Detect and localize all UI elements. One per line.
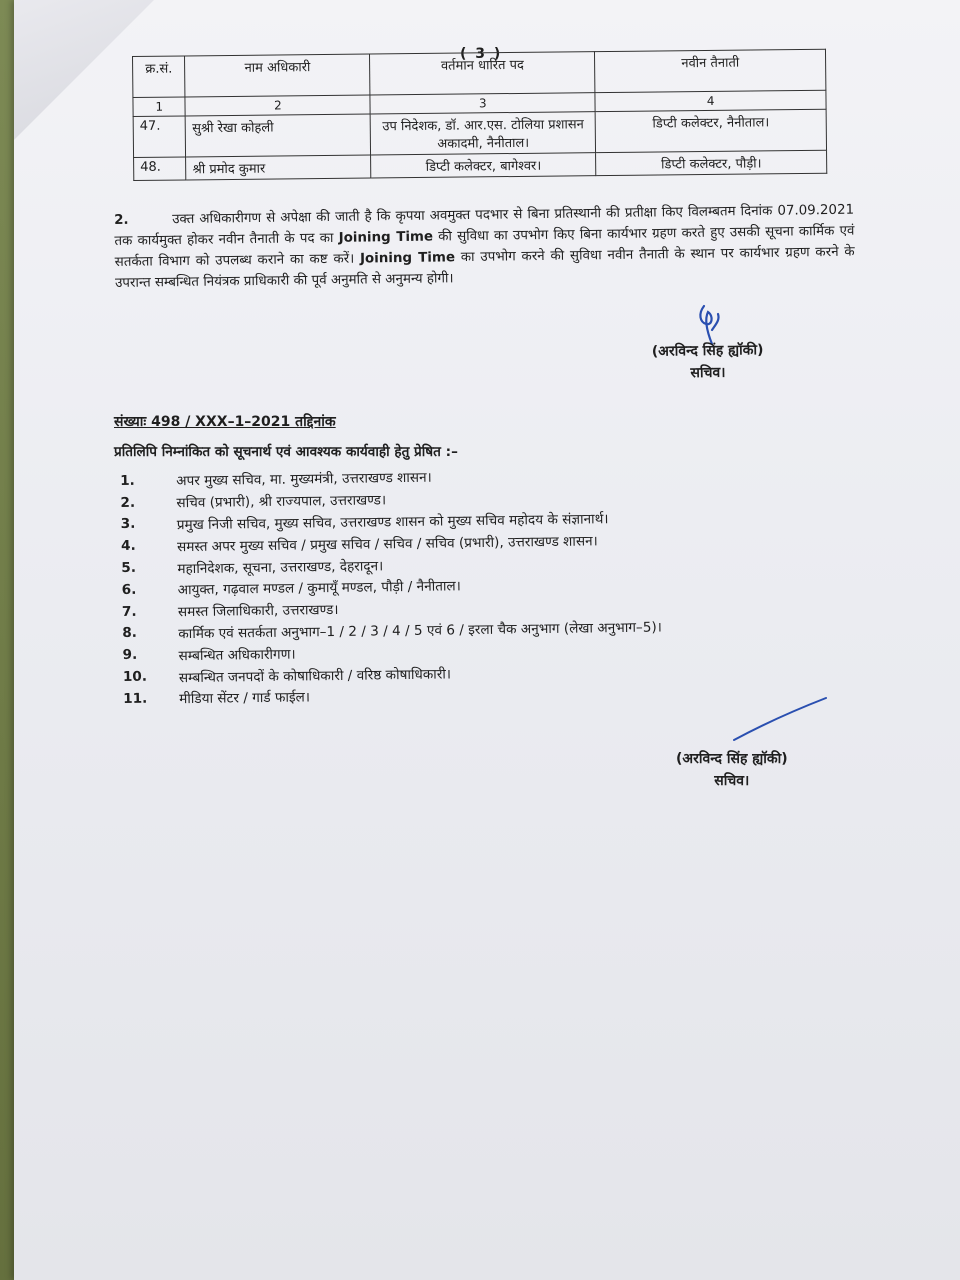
- joining-time-term: Joining Time: [338, 229, 434, 246]
- row-serial: 47.: [133, 116, 186, 158]
- row-current-post: डिप्टी कलेक्टर, बागेश्वर।: [371, 153, 596, 178]
- list-item-text: समस्त जिलाधिकारी, उत्तराखण्ड।: [177, 602, 339, 621]
- list-item-text: सम्बन्धित अधिकारीगण।: [178, 646, 296, 664]
- list-item-text: समस्त अपर मुख्य सचिव / प्रमुख सचिव / सचिव / सचिव (प्रभारी), उत्तराखण्ड शासन।: [176, 533, 598, 555]
- copy-list: [120, 460, 843, 710]
- list-item-text: मीडिया सेंटर / गार्ड फाईल।: [179, 689, 311, 708]
- signature-stroke: [730, 696, 830, 746]
- postings-table: [132, 49, 827, 181]
- table-header-row: [133, 49, 826, 97]
- row-officer-name: सुश्री रेखा कोहली: [186, 114, 371, 157]
- column-number: 1: [133, 97, 186, 117]
- signatory-designation: सचिव।: [714, 773, 750, 789]
- row-serial: 48.: [134, 157, 187, 181]
- paragraph-number: 2.: [114, 212, 129, 228]
- header-serial: क्र.सं.: [133, 56, 186, 98]
- header-new-posting: नवीन तैनाती: [595, 49, 826, 92]
- list-item-text: सचिव (प्रभारी), श्री राज्यपाल, उत्तराखण्ड।: [176, 492, 387, 512]
- row-current-post: उप निदेशक, डॉ. आर.एस. टोलिया प्रशासन अकादमी, नैनीताल।: [370, 112, 595, 155]
- list-item-number: 2.: [120, 494, 136, 511]
- reference-number: संख्याः 498 / XXX–1–2021 तद्दिनांक: [114, 414, 336, 430]
- copy-heading: प्रतिलिपि निम्नांकित को सूचनार्थ एवं आवश्यक कार्यवाही हेतु प्रेषित :–: [114, 444, 458, 460]
- list-item-number: 11.: [123, 690, 148, 707]
- list-item-text: आयुक्त, गढ़वाल मण्डल / कुमायूँ मण्डल, पौड़ी / नैनीताल।: [177, 578, 461, 599]
- list-item-number: 3.: [120, 516, 136, 533]
- signatory-name: (अरविन्द सिंह ह्यॉकी): [651, 342, 764, 360]
- row-new-posting: डिप्टी कलेक्टर, पौड़ी।: [596, 150, 827, 175]
- list-item-number: 10.: [122, 668, 148, 686]
- row-new-posting: डिप्टी कलेक्टर, नैनीताल।: [595, 109, 826, 152]
- list-item-number: 4.: [120, 538, 136, 555]
- list-item-text: सम्बन्धित जनपदों के कोषाधिकारी / वरिष्ठ कोषाधिकारी।: [178, 665, 452, 686]
- list-item-number: 6.: [121, 581, 137, 598]
- list-item-text: अपर मुख्य सचिव, मा. मुख्यमंत्री, उत्तराखण्ड शासन।: [176, 470, 432, 490]
- instruction-paragraph: [114, 200, 855, 294]
- list-item-text: कार्मिक एवं सतर्कता अनुभाग–1 / 2 / 3 / 4 / 5 एवं 6 / इरला चैक अनुभाग (लेखा अनुभाग–5)।: [178, 619, 662, 643]
- list-item-number: 1.: [120, 472, 135, 489]
- paragraph-text: की सुविधा का उपभोग किए बिना कार्यभार ग्रहण करते हुए उसकी सूचना कार्मिक एवं सतर्कता विभाग को उपलब्ध कराने का कष्ट करें।: [114, 223, 855, 270]
- column-number: 2: [185, 95, 370, 116]
- row-officer-name: श्री प्रमोद कुमार: [186, 155, 371, 180]
- paragraph-text: का उपभोग करने की सुविधा नवीन तैनाती के स्थान पर कार्यभार ग्रहण करने के उपरान्त सम्बन्धित नियंत्रक प्राधिकारी की पूर्व अनुमति से अनुमन्य होगी।: [114, 244, 855, 291]
- joining-time-term: Joining Time: [359, 250, 456, 267]
- column-number: 3: [370, 93, 595, 114]
- signature-block: [676, 748, 788, 792]
- page-number: ( 3 ): [460, 46, 503, 62]
- list-item-number: 9.: [122, 647, 138, 664]
- list-item-number: 8.: [122, 625, 138, 642]
- list-item-number: 7.: [121, 603, 137, 620]
- header-officer-name: नाम अधिकारी: [185, 54, 370, 97]
- signatory-designation: सचिव।: [690, 364, 726, 382]
- column-number: 4: [595, 90, 826, 111]
- signature-block: [652, 339, 764, 385]
- table-row: [133, 109, 826, 157]
- signatory-name: (अरविन्द सिंह ह्यॉकी): [676, 751, 788, 767]
- list-item-number: 5.: [121, 559, 137, 577]
- list-item-text: प्रमुख निजी सचिव, मुख्य सचिव, उत्तराखण्ड शासन को मुख्य सचिव महोदय के संज्ञानार्थ।: [176, 511, 609, 534]
- paragraph-text: उक्त अधिकारीगण से अपेक्षा की जाती है कि कृपया अवमुक्त पदभार से बिना प्रतिस्थानी की प्रतीक्षा किए विलम्बतम दिनांक 07.09.2021 तक कार्यमुक्त होकर नवीन तैनाती के पद का: [114, 202, 855, 249]
- header-current-post: वर्तमान धारित पद: [370, 52, 595, 95]
- list-item-text: महानिदेशक, सूचना, उत्तराखण्ड, देहरादून।: [177, 557, 384, 577]
